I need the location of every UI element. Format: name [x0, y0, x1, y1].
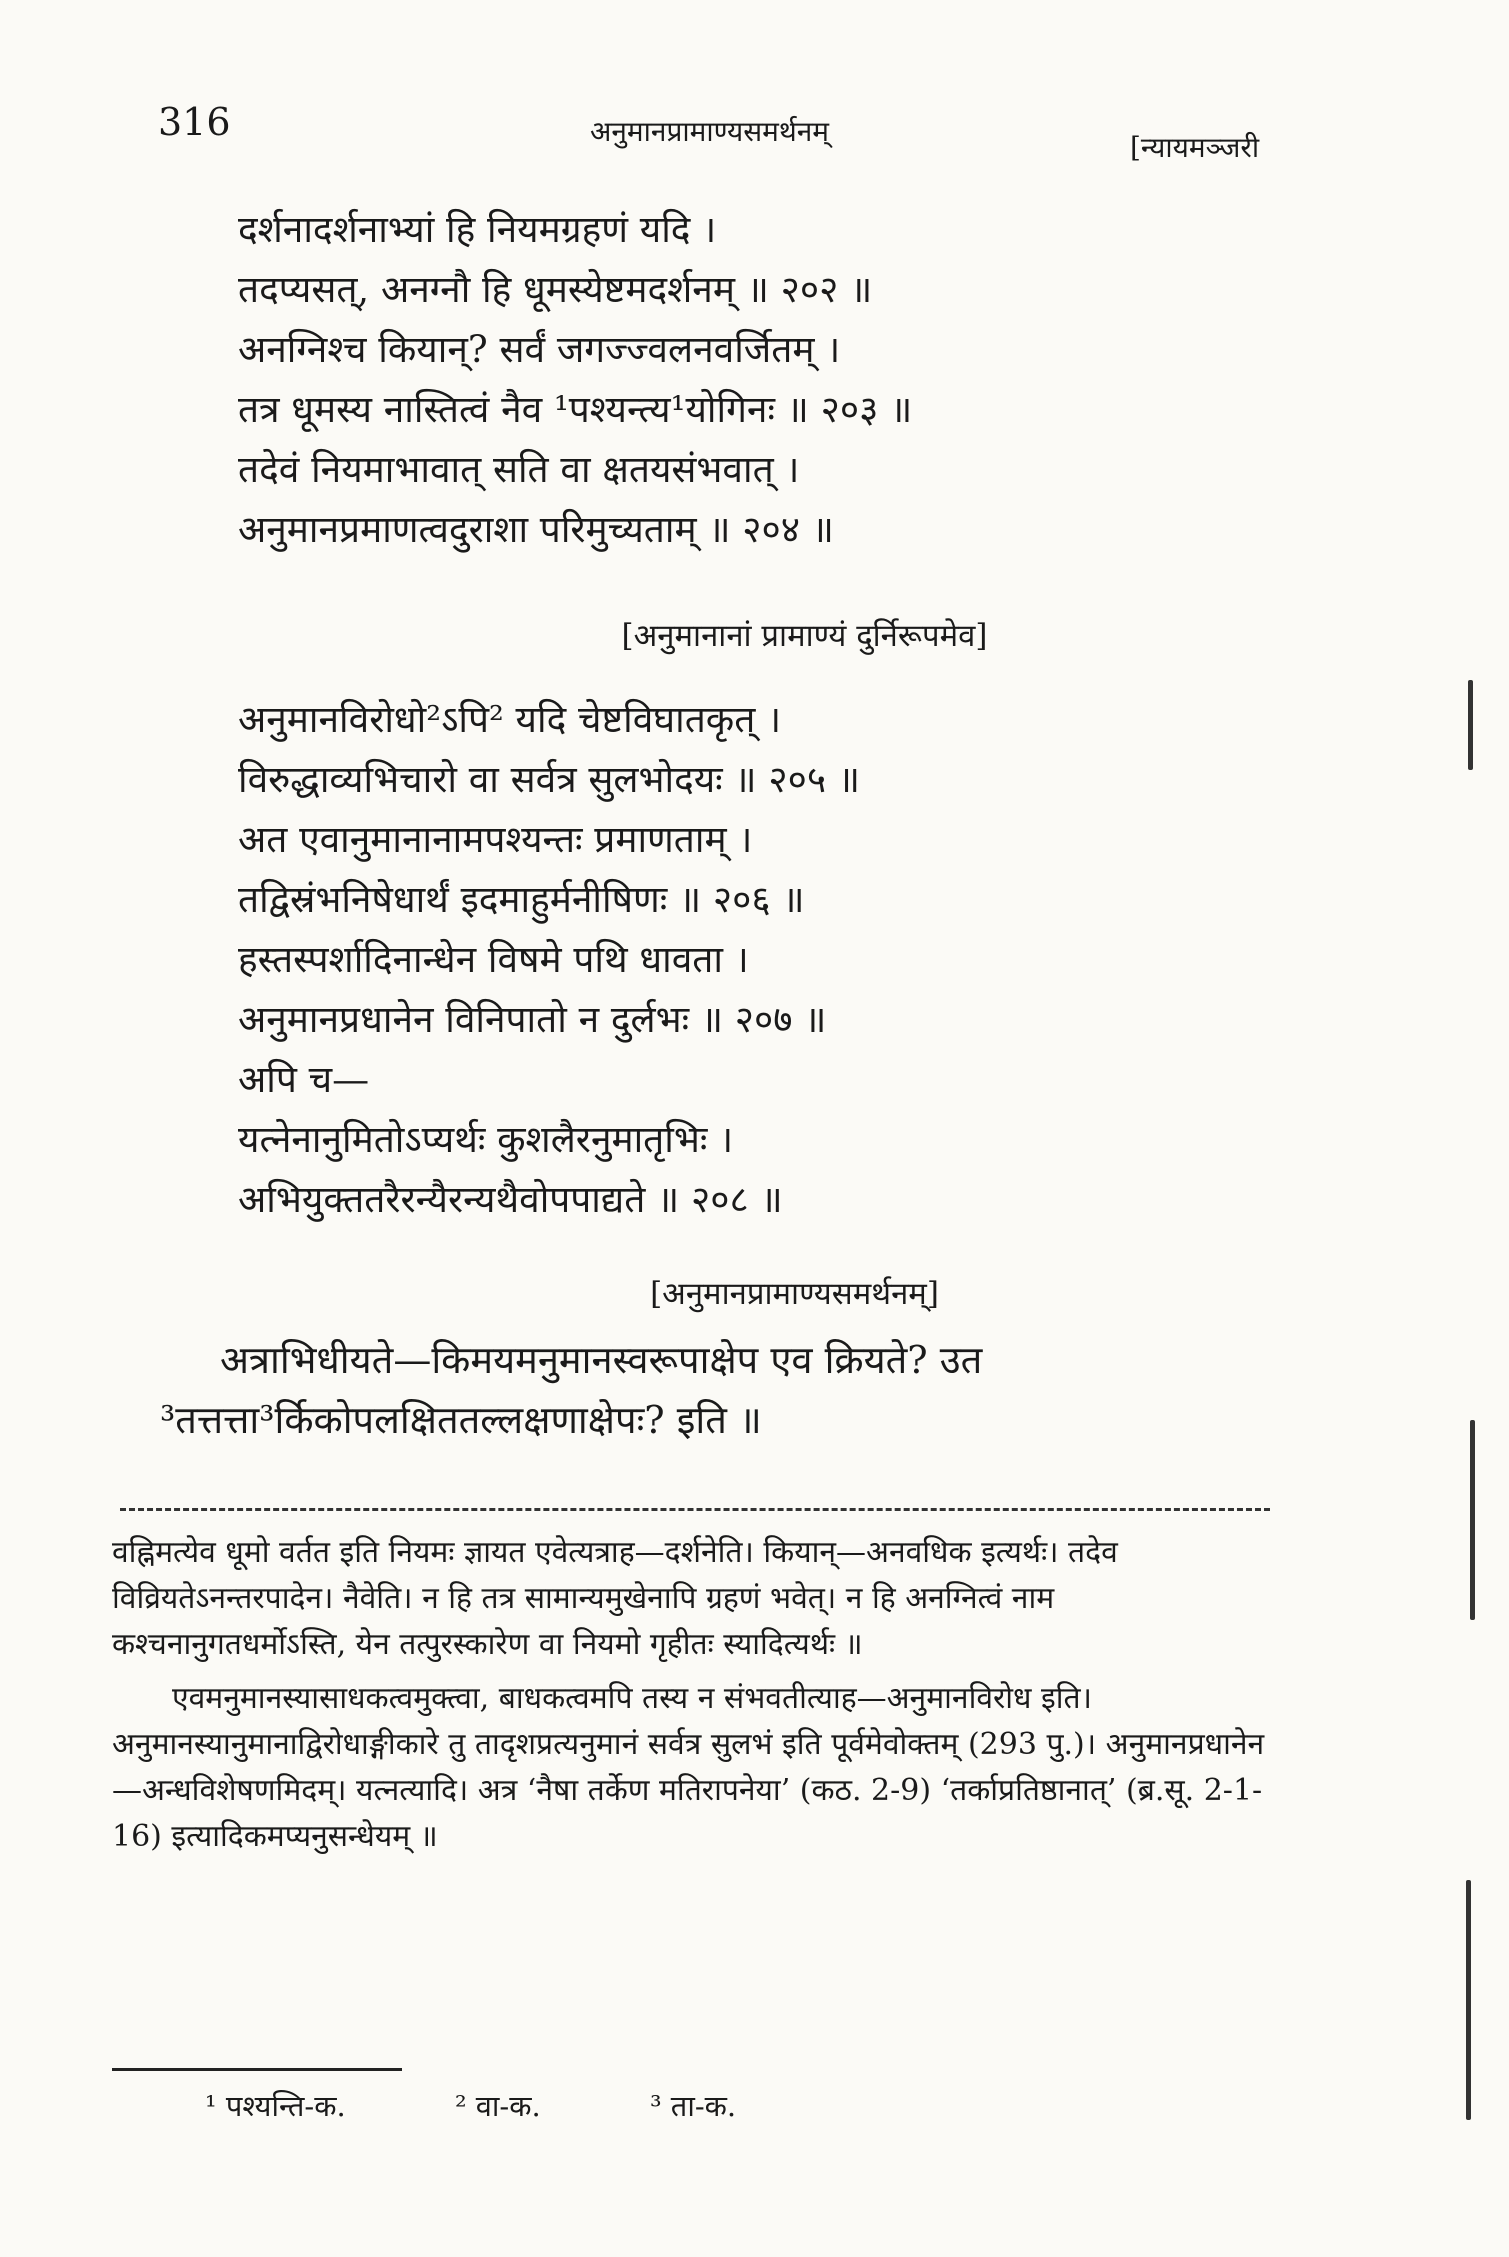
scan-mark: [1470, 1420, 1475, 1620]
section-heading: [अनुमानप्रामाण्यसमर्थनम्]: [650, 1276, 939, 1312]
verse-block-1: [238, 200, 1238, 560]
footnote-rule: [112, 2068, 402, 2071]
scan-mark: [1466, 1880, 1471, 2120]
verse-line: तत्र धूमस्य नास्तित्वं नैव ¹पश्यन्त्य¹योगिनः ॥ २०३ ॥: [238, 388, 913, 431]
footnote: ¹ पश्यन्ति-क.: [205, 2089, 346, 2123]
verse-line: अनुमानप्रधानेन विनिपातो न दुर्लभः ॥ २०७ ॥: [238, 998, 827, 1041]
commentary: [112, 1530, 1282, 1868]
verse-block-2: [238, 690, 1238, 1230]
verse-line: विरुद्धाव्यभिचारो वा सर्वत्र सुलभोदयः ॥ २०५ ॥: [238, 758, 860, 801]
main-prose: [160, 1330, 1290, 1450]
footnotes: [205, 2086, 836, 2125]
prose-paragraph: अत्राभिधीयते—किमयमनुमानस्वरूपाक्षेप एव क्रियते? उत ³तत्तत्ता³र्किकोपलक्षिततल्लक्षणाक्षेपः? इति ॥: [160, 1338, 983, 1442]
verse-line: अनग्निश्च कियान्? सर्वं जगज्ज्वलनवर्जितम् ।: [238, 328, 841, 371]
page-number: 316: [158, 100, 231, 144]
verse-line: तदप्यसत्, अनग्नौ हि धूमस्येष्टमदर्शनम् ॥ २०२ ॥: [238, 268, 873, 311]
book-title: [न्यायमञ्जरी: [1130, 131, 1260, 164]
verse-line: हस्तस्पर्शादिनान्धेन विषमे पथि धावता ।: [238, 938, 749, 981]
footnote: ³ ता-क.: [649, 2089, 737, 2123]
verse-line: अभियुक्ततरैरन्यैरन्यथैवोपपाद्यते ॥ २०८ ॥: [238, 1178, 783, 1221]
running-head: अनुमानप्रामाण्यसमर्थनम्: [590, 115, 830, 148]
verse-line: यत्नेनानुमितोऽप्यर्थः कुशलैरनुमातृभिः ।: [238, 1118, 734, 1161]
commentary-paragraph: वह्निमत्येव धूमो वर्तत इति नियमः ज्ञायत एवेत्यत्राह—दर्शनेति। कियान्—अनवधिक इत्यर्थः। तदेव विव्रियतेऽनन्तरपादेन। नैवेति। न हि तत्र सामान्यमुखेनापि ग्रहणं भवेत्। न हि अनग्नित्वं नाम कश्चनानुगतधर्मोऽस्ति, येन तत्पुरस्कारेण वा नियमो गृहीतः स्यादित्यर्थः ॥: [112, 1535, 1118, 1662]
verse-line: अत एवानुमानानामपश्यन्तः प्रमाणताम् ।: [238, 818, 753, 861]
verse-line: तद्विस्रंभनिषेधार्थं इदमाहुर्मनीषिणः ॥ २०६ ॥: [238, 878, 805, 921]
verse-line: अपि च—: [238, 1058, 370, 1101]
commentary-paragraph: एवमनुमानस्यासाधकत्वमुक्त्वा, बाधकत्वमपि तस्य न संभवतीत्याह—अनुमानविरोध इति। अनुमानस्यानुमानाद्विरोधाङ्गीकारे तु तादृशप्रत्यनुमानं सर्वत्र सुलभं इति पूर्वमेवोक्तम् (293 पु.)। अनुमानप्रधानेन—अन्धविशेषणमिदम्। यत्नत्यादि। अत्र ‘नैषा तर्केण मतिरापनेया’ (कठ. 2-9) ‘तर्काप्रतिष्ठानात्’ (ब्र.सू. 2-1-16) इत्यादिकमप्यनुसन्धेयम् ॥: [112, 1681, 1265, 1854]
verse-line: अनुमानप्रमाणत्वदुराशा परिमुच्यताम् ॥ २०४ ॥: [238, 508, 834, 551]
scan-mark: [1468, 680, 1473, 770]
verse-line: तदेवं नियमाभावात् सति वा क्षतयसंभवात् ।: [238, 448, 800, 491]
verse-line: अनुमानविरोधो²ऽपि² यदि चेष्टविघातकृत् ।: [238, 698, 782, 741]
verse-line: दर्शनादर्शनाभ्यां हि नियमग्रहणं यदि ।: [238, 208, 717, 251]
section-heading: [अनुमानानां प्रामाण्यं दुर्निरूपमेव]: [621, 618, 988, 654]
separator-rule: [120, 1508, 1270, 1511]
footnote: ² वा-क.: [454, 2089, 541, 2123]
